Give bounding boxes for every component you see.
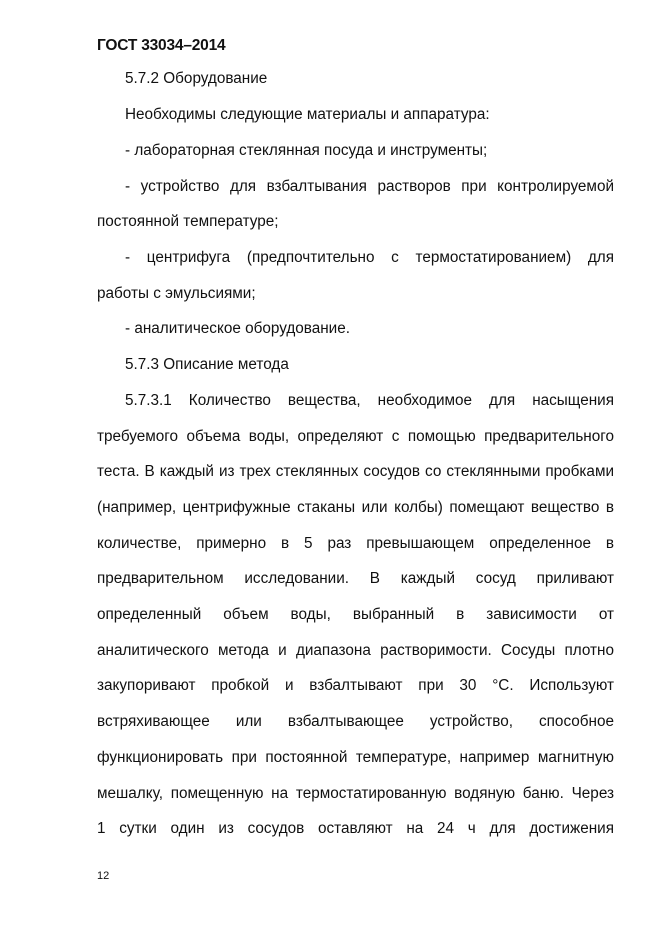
text-line: определенный объем воды, выбранный в зависимости от bbox=[97, 606, 614, 623]
text-line: мешалку, помещенную на термостатированную водяную баню. Через bbox=[97, 785, 614, 802]
standard-header: ГОСТ 33034–2014 bbox=[97, 37, 226, 54]
list-item: - устройство для взбалтывания растворов при контролируемой bbox=[125, 178, 614, 195]
text-line: предварительном исследовании. В каждый сосуд приливают bbox=[97, 570, 614, 587]
text-line: 1 сутки один из сосудов оставляют на 24 ч для достижения bbox=[97, 820, 614, 837]
list-item: - центрифуга (предпочтительно с термостатированием) для bbox=[125, 249, 614, 266]
text-line: постоянной температуре; bbox=[97, 213, 279, 230]
text-line: функционировать при постоянной температуре, например магнитную bbox=[97, 749, 614, 766]
text-line: (например, центрифужные стаканы или колбы) помещают вещество в bbox=[97, 499, 614, 516]
text-line: количестве, примерно в 5 раз превышающем определенное в bbox=[97, 535, 614, 552]
text-line: Необходимы следующие материалы и аппаратура: bbox=[125, 106, 490, 123]
section-heading: 5.7.3 Описание метода bbox=[125, 356, 289, 373]
section-heading: 5.7.2 Оборудование bbox=[125, 70, 268, 87]
list-item: - лабораторная стеклянная посуда и инструменты; bbox=[125, 142, 488, 159]
text-line: 5.7.3.1 Количество вещества, необходимое для насыщения bbox=[125, 392, 614, 409]
page-number: 12 bbox=[97, 870, 110, 882]
text-line: аналитического метода и диапазона растворимости. Сосуды плотно bbox=[97, 642, 614, 659]
text-line: закупоривают пробкой и взбалтывают при 30 °С. Используют bbox=[97, 677, 614, 694]
text-line: работы с эмульсиями; bbox=[97, 285, 256, 302]
text-line: теста. В каждый из трех стеклянных сосудов со стеклянными пробками bbox=[97, 463, 614, 480]
text-line: встряхивающее или взбалтывающее устройство, способное bbox=[97, 713, 614, 730]
list-item: - аналитическое оборудование. bbox=[125, 320, 350, 337]
text-line: требуемого объема воды, определяют с помощью предварительного bbox=[97, 428, 614, 445]
